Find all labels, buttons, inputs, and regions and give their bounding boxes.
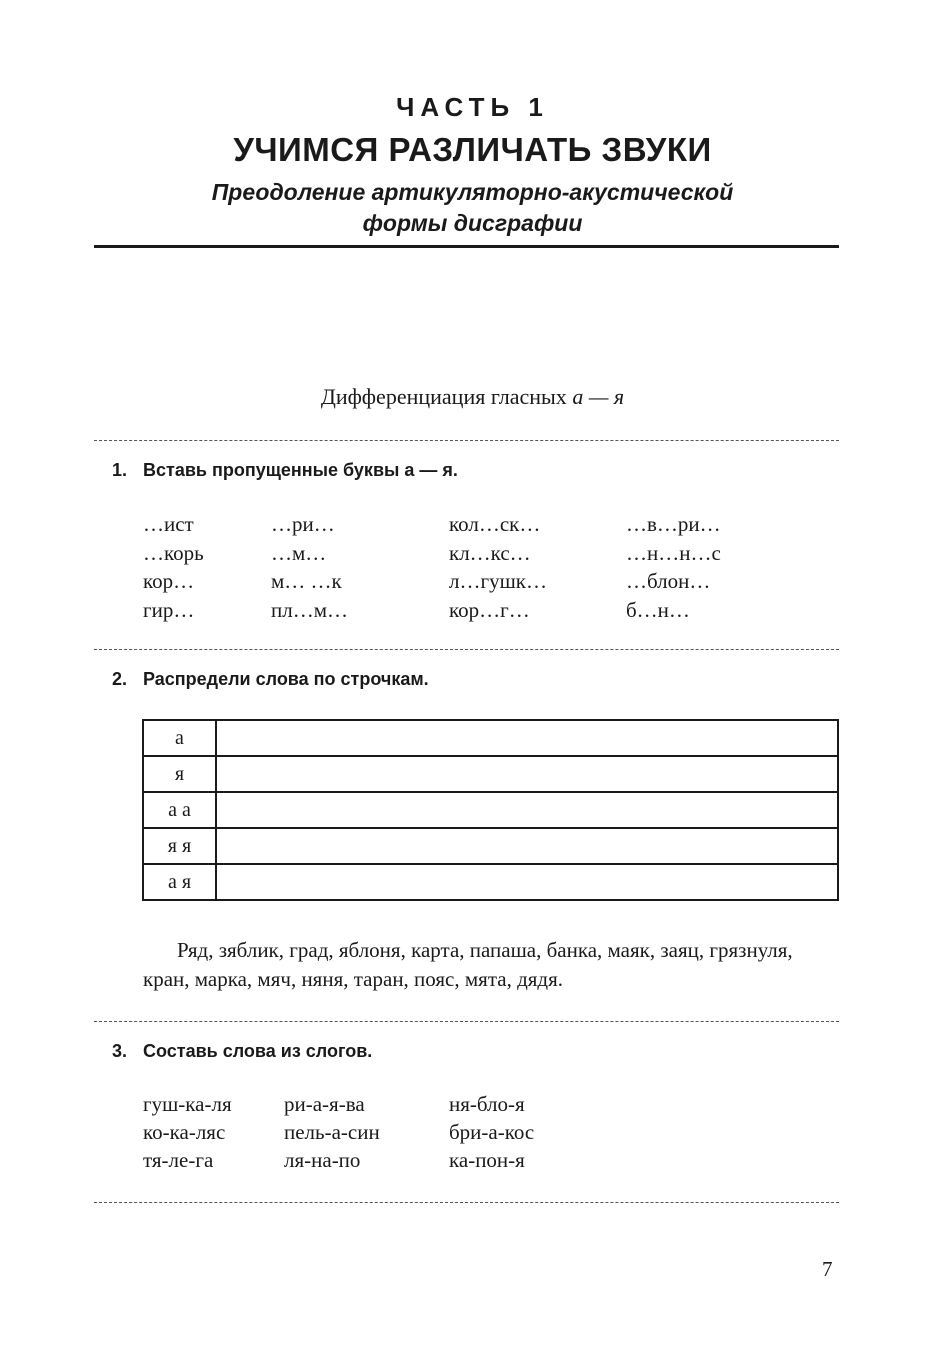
word-item: кор…г…	[449, 597, 530, 622]
word-row	[143, 539, 786, 568]
subtitle-line-1: Преодоление артикуляторно-акустической	[211, 179, 734, 205]
syllable-item: ля-на-по	[284, 1148, 361, 1172]
subtitle-line-2: формы дисграфии	[362, 210, 583, 236]
answer-cell[interactable]	[216, 864, 838, 900]
word-item: …м…	[271, 540, 327, 565]
page-number: 7	[822, 1257, 833, 1281]
section-title-letters: а — я	[572, 384, 625, 409]
row-label: а я	[143, 864, 216, 900]
row-label: я	[143, 756, 216, 792]
task-3-instruction: Составь слова из слогов.	[143, 1041, 373, 1061]
word-item: м… …к	[271, 569, 342, 593]
part-title: УЧИМСЯ РАЗЛИЧАТЬ ЗВУКИ	[233, 131, 712, 168]
row-label: а а	[143, 792, 216, 828]
word-row	[143, 510, 786, 539]
word-item: кл…кс…	[449, 540, 531, 565]
syllable-item: тя-ле-га	[143, 1148, 214, 1172]
word-item: л…гушк…	[449, 569, 547, 593]
task-1-word-grid	[143, 510, 786, 624]
header-divider	[94, 245, 839, 248]
task-2-heading	[112, 669, 429, 690]
word-list-paragraph: Ряд, зяблик, град, яблоня, карта, папаша, банка, маяк, заяц, грязнуля, кран, марка, мяч, няня, таран, пояс, мята, дядя.	[143, 938, 793, 991]
word-item: …в…ри…	[626, 512, 721, 536]
syllable-item: пель-а-син	[284, 1120, 380, 1144]
task-3-syllable-grid	[143, 1090, 609, 1174]
answer-cell[interactable]	[216, 756, 838, 792]
dashed-divider	[94, 1021, 839, 1022]
word-item: гир…	[143, 597, 195, 622]
word-item: …н…н…с	[626, 540, 721, 565]
task-1-instruction: Вставь пропущенные буквы	[143, 460, 405, 480]
word-item: пл…м…	[271, 597, 349, 622]
syllable-item: ня-бло-я	[449, 1092, 525, 1116]
syllable-item: ри-а-я-ва	[284, 1092, 365, 1116]
word-item: …ри…	[271, 512, 335, 536]
task-1-letters: а — я	[404, 460, 453, 480]
word-item: кор…	[143, 569, 195, 593]
task-1-period: .	[452, 460, 458, 480]
task-1-number: 1.	[112, 460, 128, 480]
word-row	[143, 567, 786, 596]
word-item: …блон…	[626, 569, 711, 593]
part-label: ЧАСТЬ 1	[396, 92, 549, 122]
task-2-instruction: Распредели слова по строчкам.	[143, 669, 429, 689]
dashed-divider	[94, 440, 839, 441]
table-row	[143, 792, 838, 828]
task-3-heading	[112, 1041, 372, 1062]
dashed-divider	[94, 649, 839, 650]
task-1-heading	[112, 460, 458, 481]
part-subtitle	[0, 177, 945, 239]
sorting-table	[142, 719, 839, 901]
syllable-item: ка-пон-я	[449, 1148, 525, 1172]
word-item: кол…ск…	[449, 512, 541, 536]
syllable-item: гуш-ка-ля	[143, 1092, 232, 1116]
section-title	[0, 384, 945, 410]
answer-cell[interactable]	[216, 792, 838, 828]
word-item: …ист	[143, 512, 194, 536]
table-row	[143, 756, 838, 792]
syllable-item: ко-ка-ляс	[143, 1120, 226, 1144]
row-label: я я	[143, 828, 216, 864]
table-row	[143, 720, 838, 756]
syllable-row	[143, 1118, 609, 1146]
syllable-item: бри-а-кос	[449, 1120, 535, 1144]
task-2-number: 2.	[112, 669, 128, 689]
row-label: а	[143, 720, 216, 756]
dashed-divider	[94, 1202, 839, 1203]
section-title-text: Дифференциация гласных	[320, 384, 573, 409]
word-item: б…н…	[626, 597, 690, 622]
word-row	[143, 596, 786, 625]
syllable-row	[143, 1090, 609, 1118]
table-row	[143, 828, 838, 864]
word-item: …корь	[143, 540, 204, 565]
answer-cell[interactable]	[216, 828, 838, 864]
table-row	[143, 864, 838, 900]
syllable-row	[143, 1146, 609, 1174]
answer-cell[interactable]	[216, 720, 838, 756]
task-3-number: 3.	[112, 1041, 128, 1061]
